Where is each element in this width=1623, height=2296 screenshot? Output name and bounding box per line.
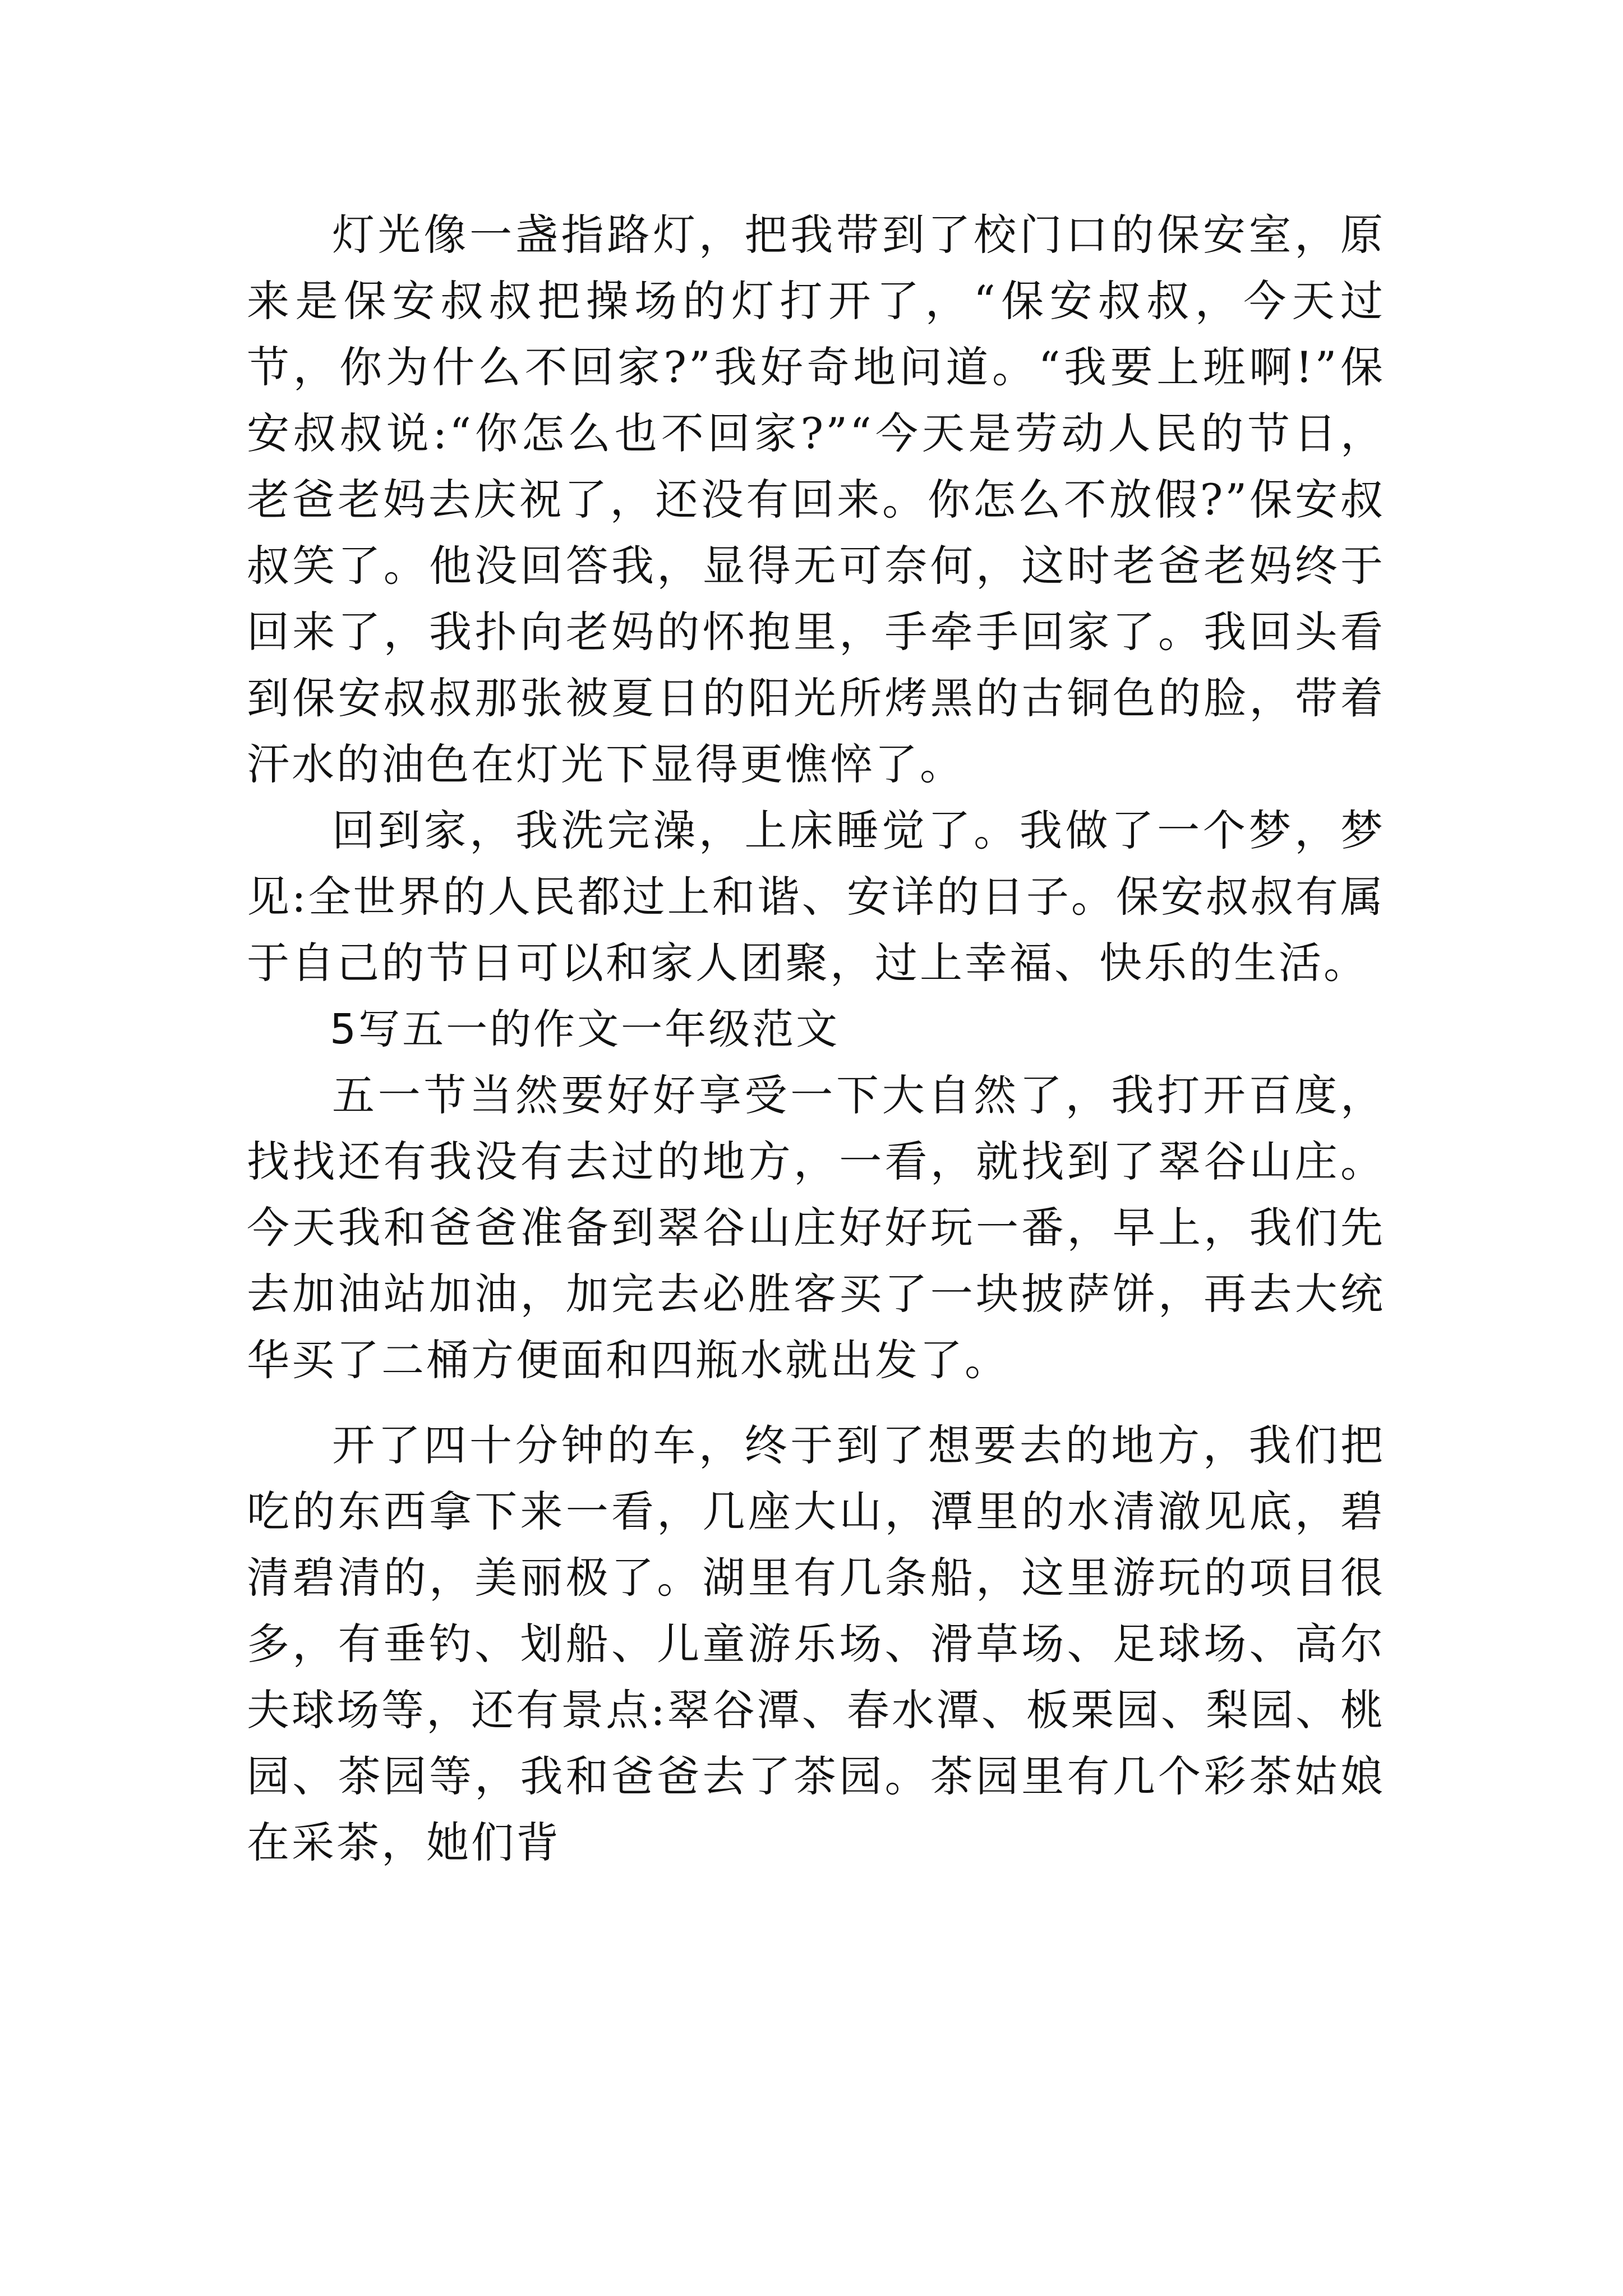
- document-body: [247, 202, 1385, 1876]
- paragraph-dream: 回到家，我洗完澡，上床睡觉了。我做了一个梦，梦见:全世界的人民都过上和谐、安详的日子。保安叔叔有属于自己的节日可以和家人团聚，过上幸福、快乐的生活。: [247, 806, 1385, 988]
- paragraph-cuigu-village: 开了四十分钟的车，终于到了想要去的地方，我们把吃的东西拿下来一看，几座大山，潭里的水清澈见底，碧清碧清的，美丽极了。湖里有几条船，这里游玩的项目很多，有垂钓、划船、儿童游乐场、滑草场、足球场、高尔夫球场等，还有景点:翠谷潭、春水潭、板栗园、梨园、桃园、茶园等，我和爸爸去了茶园。茶园里有几个彩茶姑娘在采茶，她们背: [247, 1420, 1385, 1867]
- paragraph-may-day-trip: 五一节当然要好好享受一下大自然了，我打开百度，找找还有我没有去过的地方，一看，就找到了翠谷山庄。今天我和爸爸准备到翠谷山庄好好玩一番，早上，我们先去加油站加油，加完去必胜客买了一块披萨饼，再去大统华买了二桶方便面和四瓶水就出发了。: [247, 1070, 1385, 1385]
- paragraph-spacer: [247, 1393, 1385, 1412]
- paragraph-security-guard: 灯光像一盏指路灯，把我带到了校门口的保安室，原来是保安叔叔把操场的灯打开了，“保安叔叔，今天过节，你为什么不回家?”我好奇地问道。“我要上班啊!”保安叔叔说:“你怎么也不回家?”“今天是劳动人民的节日，老爸老妈去庆祝了，还没有回来。你怎么不放假?”保安叔叔笑了。他没回答我，显得无可奈何，这时老爸老妈终于回来了，我扑向老妈的怀抱里，手牵手回家了。我回头看到保安叔叔那张被夏日的阳光所烤黑的古铜色的脸，带着汗水的油色在灯光下显得更憔悴了。: [247, 210, 1385, 789]
- essay-heading: 5写五一的作文一年级范文: [330, 1005, 840, 1053]
